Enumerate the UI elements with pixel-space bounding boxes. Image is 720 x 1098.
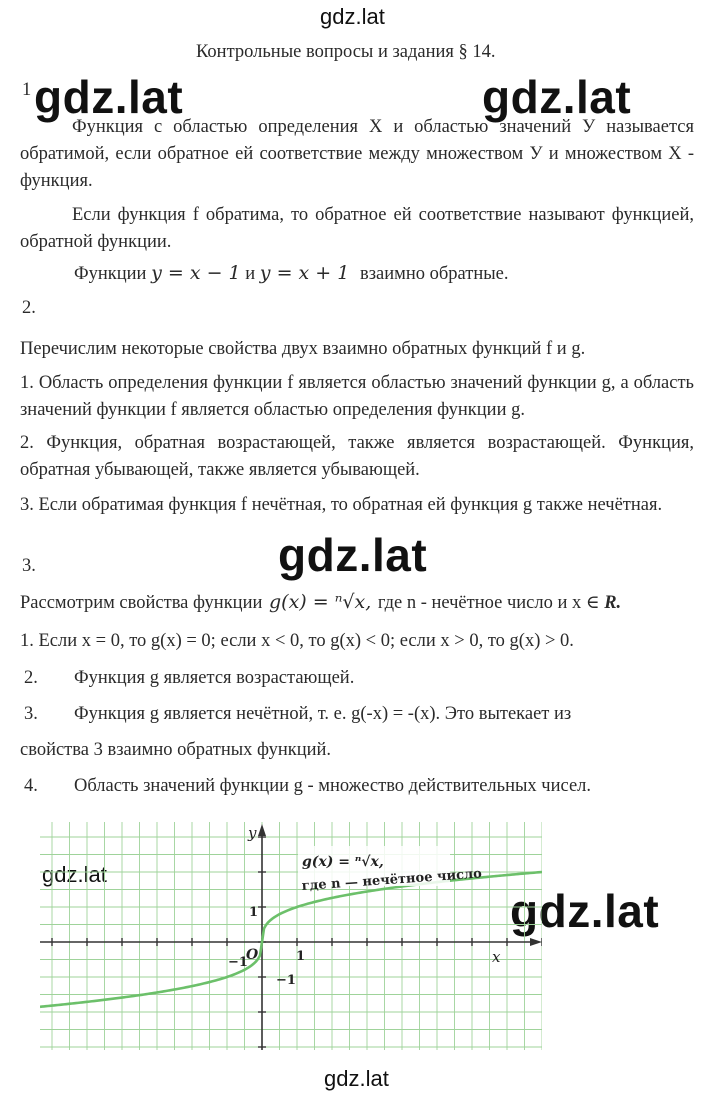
q2-intro: Перечислим некоторые свойства двух взаимно обратных функций f и g. (20, 339, 586, 359)
q3-intro-set: R. (604, 593, 622, 613)
watermark-bottom: gdz.lat (324, 1066, 389, 1091)
page-title: Контрольные вопросы и задания § 14. (196, 42, 496, 62)
watermark-top: gdz.lat (320, 4, 385, 29)
watermark-right: gdz.lat (482, 71, 632, 123)
q2-item-1: 1. Область определения функции f является областью значений функции g, а область значений функции f является областью определения функции g. (20, 373, 694, 420)
tick-label-y-neg1: −1 (276, 973, 296, 988)
q1-paragraph-3 (74, 262, 509, 285)
q2-item-3: 3. Если обратимая функция f нечётная, то обратная ей функция g также нечётная. (20, 495, 663, 515)
x-axis-arrow (530, 938, 542, 946)
watermark-middle: gdz.lat (278, 529, 428, 581)
q3-intro-formula: g(x) = ⁿ√x, (269, 591, 372, 613)
q2-number: 2. (22, 298, 36, 318)
q1-p3-and: и (245, 264, 256, 284)
watermark-graph-right: gdz.lat (510, 885, 660, 937)
y-axis-label: y (248, 824, 257, 842)
watermark-left: gdz.lat (34, 71, 184, 123)
q3-intro-start: Рассмотрим свойства функции (20, 593, 263, 613)
q3-number: 3. (22, 556, 36, 576)
graph-grid (40, 822, 542, 1050)
q3-item-3: Функция g является нечётной, т. е. g(-x) = -(x). Это вытекает из (74, 704, 572, 724)
q3-item-4: Область значений функции g - множество действительных чисел. (74, 776, 592, 796)
q3-intro (20, 591, 621, 614)
q1-formula-1: y = x − 1 (151, 262, 241, 284)
q3-item-3-number: 3. (24, 704, 38, 724)
tick-label-x-1: 1 (296, 949, 306, 964)
x-axis-label: x (492, 948, 501, 966)
q1-paragraph-2: Если функция f обратима, то обратное ей соответствие называют функцией, обратной функции. (20, 205, 694, 252)
function-graph (40, 822, 542, 1050)
q1-p3-start: Функции (74, 264, 147, 284)
origin-label: O (246, 947, 259, 963)
q1-p3-end: взаимно обратные. (359, 264, 509, 284)
q1-paragraph-1: Функция с областью определения X и областью значений У называется обратимой, если обратное ей соответствие между множеством У и множеством X - функция. (20, 117, 694, 191)
q1-number: 1 (22, 80, 32, 100)
watermark-graph-left: gdz.lat (42, 862, 107, 887)
q3-item-1: 1. Если x = 0, то g(x) = 0; если x < 0, то g(x) < 0; если x > 0, то g(x) > 0. (20, 631, 574, 651)
graph-label-formula: g(x) = ⁿ√x, (302, 854, 384, 870)
q3-item-4-number: 4. (24, 776, 38, 796)
graph-label-note: где n — нечётное число (301, 866, 483, 894)
y-axis-arrow (258, 824, 266, 836)
tick-label-x-neg1: −1 (228, 955, 248, 970)
q3-item-2-number: 2. (24, 668, 38, 688)
q2-item-2: 2. Функция, обратная возрастающей, также является возрастающей. Функция, обратная убывающей, также является убывающей. (20, 433, 694, 480)
q3-intro-end: где n - нечётное число и x ∈ (377, 593, 600, 613)
q3-item-2: Функция g является возрастающей. (74, 668, 355, 688)
q1-formula-2: y = x + 1 (259, 262, 350, 284)
q3-item-3-continued: свойства 3 взаимно обратных функций. (20, 740, 332, 760)
tick-label-y-1: 1 (249, 905, 259, 920)
